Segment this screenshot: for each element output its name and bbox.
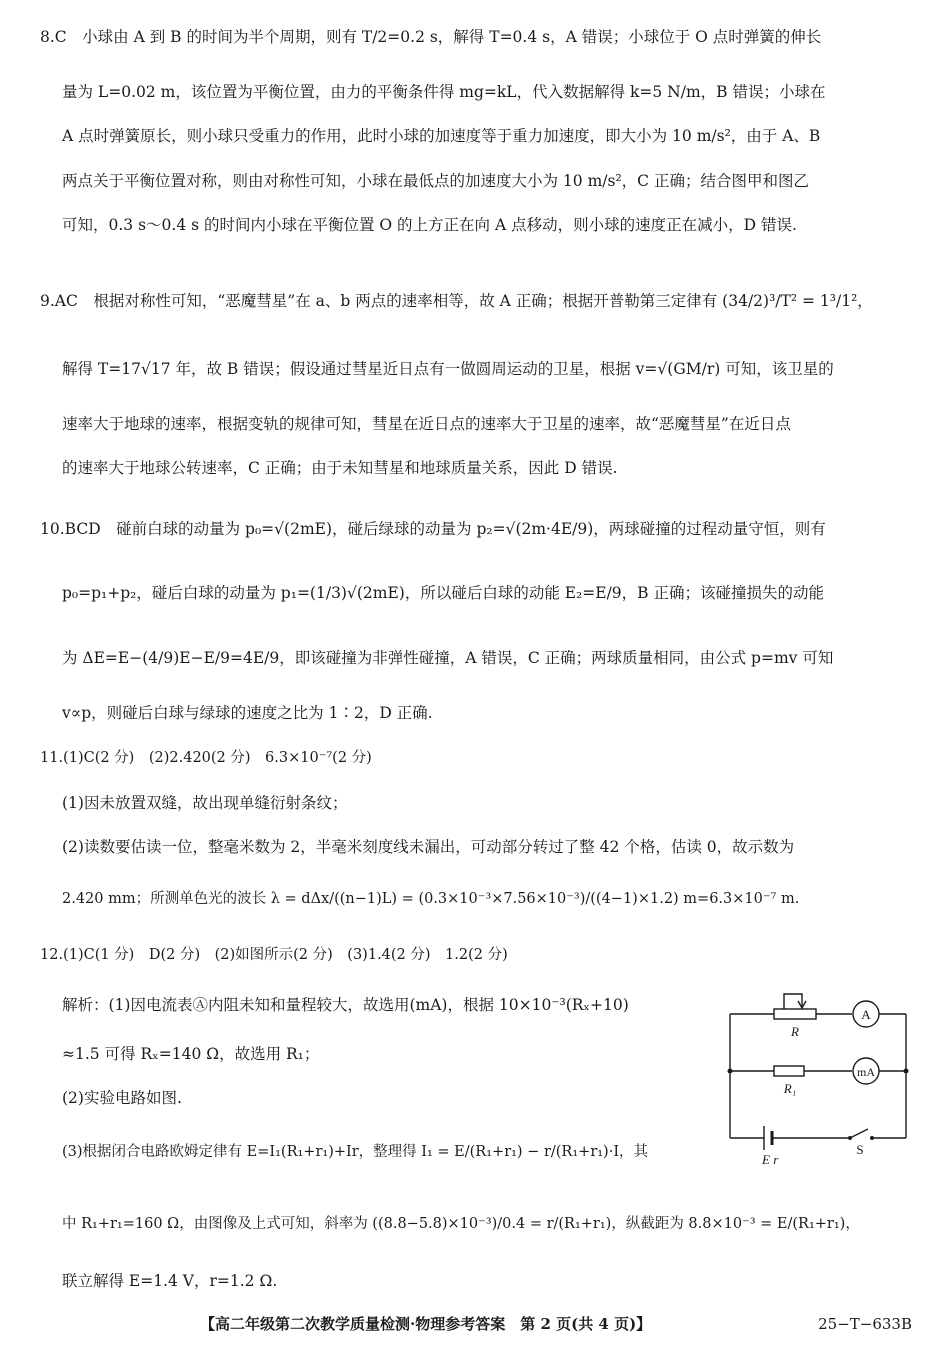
rheostat-label: R xyxy=(791,1024,799,1039)
q12-answers: 12.(1)C(1 分) D(2 分) (2)如图所示(2 分) (3)1.4(2 分) 1.2(2 分) xyxy=(40,947,508,963)
q9-line-4: 的速率大于地球公转速率，C 正确；由于未知彗星和地球质量关系，因此 D 错误. xyxy=(62,459,618,477)
q11-line-2: (2)读数要估读一位，整毫米数为 2，半毫米刻度线未漏出，可动部分转过了整 42 个格，估读 0，故示数为 xyxy=(62,838,795,856)
junction-left xyxy=(728,1069,733,1074)
q8-line-4: 两点关于平衡位置对称，则由对称性可知，小球在最低点的加速度大小为 10 m/s²，C 正确；结合图甲和图乙 xyxy=(62,172,809,190)
q10-line-4: v∝p，则碰后白球与绿球的速度之比为 1∶2，D 正确. xyxy=(62,704,433,722)
switch-icon xyxy=(850,1129,868,1138)
resistor-icon xyxy=(774,1066,804,1076)
q12-line-5: 中 R₁+r₁=160 Ω，由图像及上式可知，斜率为 ((8.8−5.8)×10⁻³)/0.4 = r/(R₁+r₁)，纵截距为 8.8×10⁻³ = E/(R₁+r₁)， xyxy=(62,1216,860,1232)
q8-line-1: 8.C 小球由 A 到 B 的时间为半个周期，则有 T/2=0.2 s，解得 T=0.4 s，A 错误；小球位于 O 点时弹簧的伸长 xyxy=(40,28,822,46)
footer-code: 25−T−633B xyxy=(818,1315,912,1333)
q9-line-3: 速率大于地球的速率，根据变轨的规律可知，彗星在近日点的速率大于卫星的速率，故“恶魔彗星”在近日点 xyxy=(62,415,791,433)
footer-title: 【高二年级第二次教学质量检测·物理参考答案 第 2 页(共 4 页)】 xyxy=(200,1315,652,1333)
q11-line-1: (1)因未放置双缝，故出现单缝衍射条纹； xyxy=(62,794,348,812)
switch-contact-left xyxy=(848,1136,852,1140)
circuit-diagram xyxy=(724,988,910,1168)
page-footer xyxy=(200,1313,912,1335)
q10-line-3: 为 ΔE=E−(4/9)E−E/9=4E/9，即该碰撞为非弹性碰撞，A 错误，C 正确；两球质量相同，由公式 p=mv 可知 xyxy=(62,649,834,667)
q10-line-1: 10.BCD 碰前白球的动量为 p₀=√(2mE)，碰后绿球的动量为 p₂=√(2m·4E/9)，两球碰撞的过程动量守恒，则有 xyxy=(40,520,826,538)
rheostat-slider-wire xyxy=(784,994,802,1009)
switch-label: S xyxy=(856,1142,864,1157)
q8-line-2: 量为 L=0.02 m，该位置为平衡位置，由力的平衡条件得 mg=kL，代入数据解得 k=5 N/m，B 错误；小球在 xyxy=(62,83,826,101)
ammeter-label: A xyxy=(861,1007,871,1022)
q12-line-3: (2)实验电路如图. xyxy=(62,1089,182,1107)
q11-line-3: 2.420 mm；所测单色光的波长 λ = dΔx/((n−1)L) = (0.3×10⁻³×7.56×10⁻³)/((4−1)×1.2) m=6.3×10⁻⁷ m. xyxy=(62,891,800,907)
q8-line-5: 可知，0.3 s～0.4 s 的时间内小球在平衡位置 O 的上方正在向 A 点移动，则小球的速度正在减小，D 错误. xyxy=(62,216,797,234)
battery-label: E r xyxy=(762,1152,779,1167)
resistor-label: R₁ xyxy=(783,1081,797,1096)
milliammeter-label: mA xyxy=(857,1065,875,1079)
q12-line-6: 联立解得 E=1.4 V，r=1.2 Ω. xyxy=(62,1272,278,1290)
q12-line-2: ≈1.5 可得 Rₓ=140 Ω，故选用 R₁； xyxy=(62,1045,320,1063)
switch-contact-right xyxy=(870,1136,874,1140)
q10-line-2: p₀=p₁+p₂，碰后白球的动量为 p₁=(1/3)√(2mE)，所以碰后白球的动能 E₂=E/9，B 正确；该碰撞损失的动能 xyxy=(62,584,824,602)
q11-answers: 11.(1)C(2 分) (2)2.420(2 分) 6.3×10⁻⁷(2 分) xyxy=(40,750,372,766)
q12-line-1: 解析：(1)因电流表Ⓐ内阻未知和量程较大，故选用(mA)，根据 10×10⁻³(Rₓ+10) xyxy=(62,996,629,1014)
junction-right xyxy=(904,1069,909,1074)
rheostat-icon xyxy=(774,1009,816,1019)
q9-line-2: 解得 T=17√17 年，故 B 错误；假设通过彗星近日点有一做圆周运动的卫星，根据 v=√(GM/r) 可知，该卫星的 xyxy=(62,360,834,378)
q9-line-1: 9.AC 根据对称性可知，“恶魔彗星”在 a、b 两点的速率相等，故 A 正确；根据开普勒第三定律有 (34/2)³/T² = 1³/1²， xyxy=(40,292,873,310)
q8-line-3: A 点时弹簧原长，则小球只受重力的作用，此时小球的加速度等于重力加速度，即大小为 10 m/s²，由于 A、B xyxy=(62,127,821,145)
q12-line-4: (3)根据闭合电路欧姆定律有 E=I₁(R₁+r₁)+Ir，整理得 I₁ = E/(R₁+r₁) − r/(R₁+r₁)·I，其 xyxy=(62,1144,649,1160)
